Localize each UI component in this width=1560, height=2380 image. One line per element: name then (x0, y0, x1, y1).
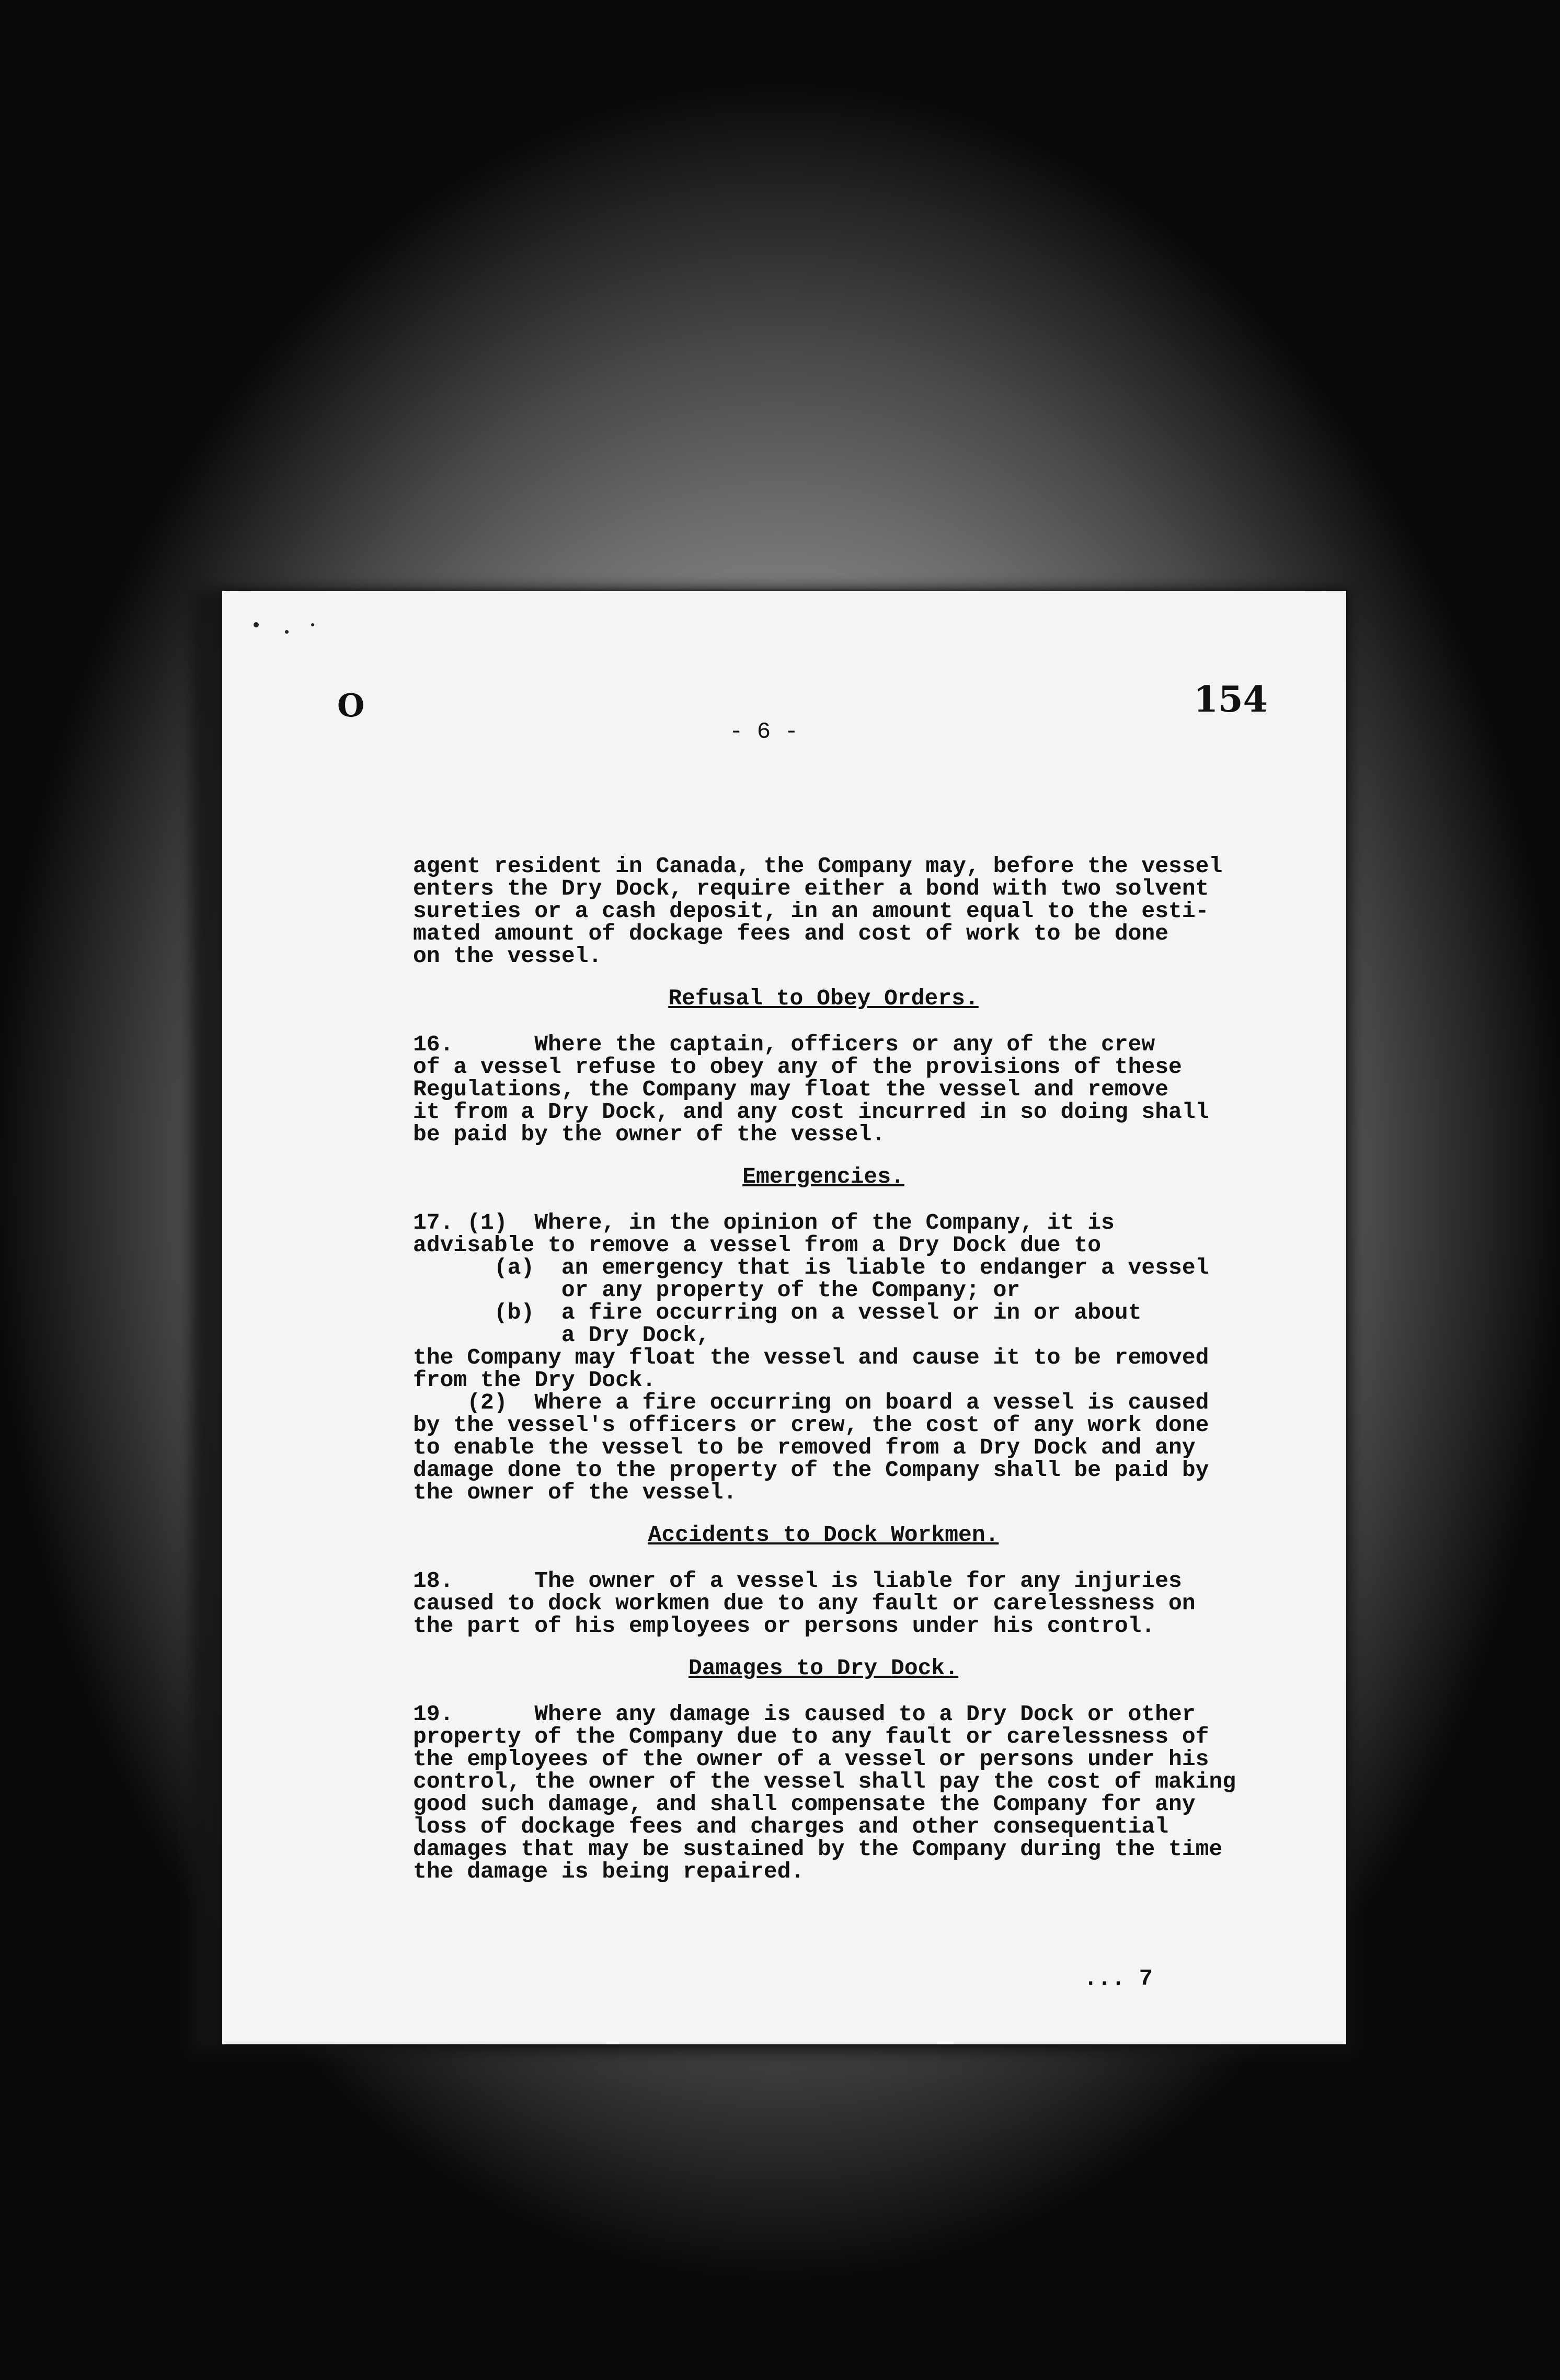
continuation-marker: ... 7 (1083, 1966, 1153, 1992)
section-19-text: 19. Where any damage is caused to a Dry Dock or other property of the Company due to any fault or carelessness of the employees of the owner of a vessel or persons under his control, the owner of the vessel shall pay the cost of making good such damage, and shall compensate the Company for any loss of dockage fees and charges and other consequential damages that may be sustained by the Company during the time the damage is being repaired. (413, 1701, 1236, 1884)
section-17-text: 17. (1) Where, in the opinion of the Company, it is advisable to remove a vessel from a Dry Dock due to (a) an emergency that is liable to endanger a vessel or any property of the Company; or (b) a fire occurring on a vessel or in or about a Dry Dock, the Company may float the vessel and cause it to be removed from the Dry Dock. (2) Where a fire occurring on board a vessel is caused by the vessel's officers or crew, the cost of any work done to enable the vessel to be removed from a Dry Dock and any damage done to the property of the Company shall be paid by the owner of the vessel. (413, 1210, 1209, 1505)
dust-speck (311, 623, 314, 626)
corner-mark: O (337, 688, 365, 724)
folio-number: 154 (1194, 679, 1268, 720)
document-page (222, 591, 1346, 2044)
section-heading-accidents: Accidents to Dock Workmen. (648, 1522, 999, 1548)
section-heading-emergencies: Emergencies. (742, 1164, 904, 1189)
section-16-text: 16. Where the captain, officers or any of the crew of a vessel refuse to obey any of the provisions of these Regulations, the Company may float the vessel and remove it from a Dry Dock, and any cost incurred in so doing shall be paid by the owner of the vessel. (413, 1032, 1209, 1147)
opening-paragraph: agent resident in Canada, the Company may, before the vessel enters the Dry Dock, require either a bond with two solvent sureties or a cash deposit, in an amount equal to the esti- mated amount of dockage fees and cost of work to be done on the vessel. (413, 853, 1223, 969)
document-body (413, 855, 1276, 1883)
dust-speck (254, 622, 259, 627)
section-heading-refusal: Refusal to Obey Orders. (668, 986, 979, 1011)
section-18-text: 18. The owner of a vessel is liable for any injuries caused to dock workmen due to any fault or carelessness on the part of his employees or persons under his control. (413, 1568, 1196, 1639)
page-number: - 6 - (729, 719, 799, 745)
section-heading-damages: Damages to Dry Dock. (688, 1655, 959, 1681)
dust-speck (285, 630, 289, 634)
